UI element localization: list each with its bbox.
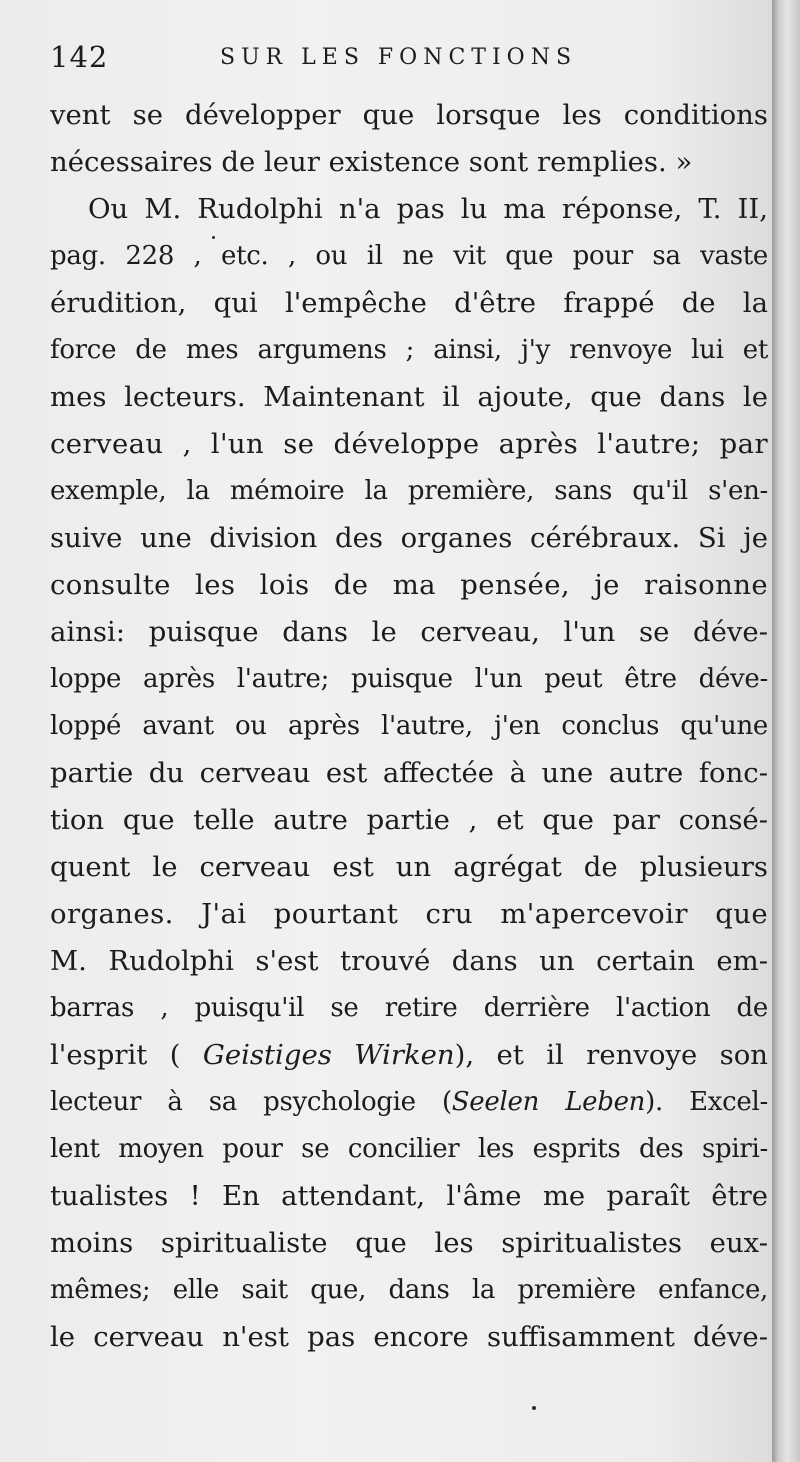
ink-speck (212, 236, 215, 239)
page-edge (772, 0, 800, 1462)
text-line: lent moyen pour se concilier les esprits des spiri- (50, 1134, 768, 1164)
text-line: tion que telle autre partie , et que par consé- (50, 804, 768, 836)
running-title: SUR LES FONCTIONS (220, 45, 578, 70)
text-segment: lecteur à sa psychologie ( (50, 1087, 452, 1117)
text-line: moins spiritualiste que les spiritualistes eux- (50, 1227, 768, 1259)
text-line: barras , puisqu'il se retire derrière l'action de (50, 993, 768, 1023)
body-text (50, 92, 768, 1361)
text-line: cerveau , l'un se développe après l'autre; par (50, 428, 768, 460)
text-line: M. Rudolphi s'est trouvé dans un certain em- (50, 945, 768, 977)
italic-term: Seelen Leben (451, 1087, 646, 1117)
text-line: consulte les lois de ma pensée, je raisonne (50, 569, 768, 601)
text-line: loppe après l'autre; puisque l'un peut être déve- (50, 664, 768, 694)
running-head (50, 38, 770, 78)
text-line-with-italic (50, 1032, 768, 1079)
text-line: organes. J'ai pourtant cru m'apercevoir que (50, 898, 768, 930)
text-line: érudition, qui l'empêche d'être frappé de la (50, 287, 768, 319)
ink-speck (532, 1406, 536, 1410)
text-line-with-italic (50, 1079, 768, 1126)
text-line: exemple, la mémoire la première, sans qu'il s'en- (50, 476, 768, 506)
text-line: tualistes ! En attendant, l'âme me paraît être (50, 1180, 768, 1212)
text-line: le cerveau n'est pas encore suffisamment déve- (50, 1321, 768, 1353)
text-line: pag. 228 , etc. , ou il ne vit que pour sa vaste (50, 241, 768, 271)
paragraph-first-line: Ou M. Rudolphi n'a pas lu ma réponse, T. II, (88, 193, 768, 225)
page-number: 142 (50, 40, 109, 74)
text-segment: ), et il renvoye son (454, 1039, 768, 1071)
text-line: mêmes; elle sait que, dans la première enfance, (50, 1275, 768, 1305)
text-line: force de mes argumens ; ainsi, j'y renvoye lui et (50, 335, 768, 365)
text-line: loppé avant ou après l'autre, j'en conclus qu'une (50, 711, 768, 741)
text-line: vent se développer que lorsque les conditions (50, 99, 768, 131)
text-line: suive une division des organes cérébraux. Si je (50, 522, 768, 554)
text-line: quent le cerveau est un agrégat de plusieurs (50, 851, 768, 883)
text-segment: l'esprit ( (50, 1039, 203, 1071)
text-line: partie du cerveau est affectée à une autre fonc- (50, 757, 768, 789)
text-line: nécessaires de leur existence sont remplies. » (50, 146, 693, 178)
text-line: ainsi: puisque dans le cerveau, l'un se déve- (50, 616, 768, 648)
text-line: mes lecteurs. Maintenant il ajoute, que dans le (50, 381, 768, 413)
text-segment: ). Excel- (645, 1087, 768, 1117)
italic-term: Geistiges Wirken (202, 1039, 455, 1071)
